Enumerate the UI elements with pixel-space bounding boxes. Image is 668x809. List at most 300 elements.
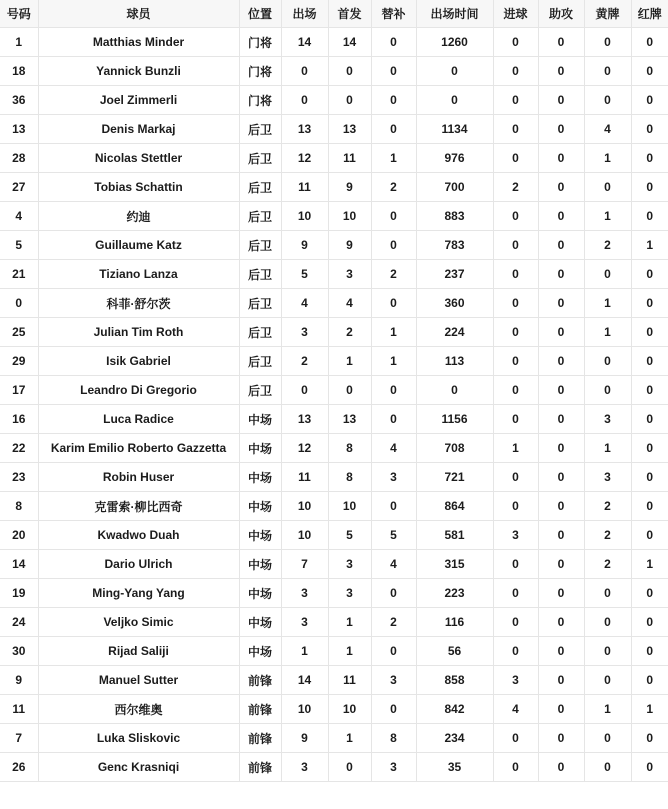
cell-substitute: 0 (371, 289, 416, 318)
cell-goals: 0 (493, 405, 538, 434)
cell-yellow-cards: 4 (584, 115, 631, 144)
table-row (0, 115, 668, 144)
cell-yellow-cards: 0 (584, 637, 631, 666)
cell-substitute: 0 (371, 376, 416, 405)
cell-yellow-cards: 2 (584, 231, 631, 260)
cell-player: Tobias Schattin (38, 173, 239, 202)
cell-player: Genc Krasniqi (38, 753, 239, 782)
cell-position: 前锋 (239, 753, 281, 782)
table-row (0, 724, 668, 753)
cell-starts: 0 (328, 57, 371, 86)
column-header-red-cards: 红牌 (631, 0, 668, 28)
cell-yellow-cards: 1 (584, 434, 631, 463)
cell-appearances: 2 (281, 347, 328, 376)
cell-assists: 0 (538, 173, 584, 202)
cell-player: Rijad Saliji (38, 637, 239, 666)
cell-position: 后卫 (239, 173, 281, 202)
cell-substitute: 8 (371, 724, 416, 753)
cell-starts: 0 (328, 86, 371, 115)
cell-assists: 0 (538, 231, 584, 260)
cell-red-cards: 0 (631, 28, 668, 57)
cell-goals: 1 (493, 434, 538, 463)
cell-red-cards: 0 (631, 608, 668, 637)
cell-minutes: 1156 (416, 405, 493, 434)
column-header-player: 球员 (38, 0, 239, 28)
cell-position: 后卫 (239, 318, 281, 347)
cell-assists: 0 (538, 695, 584, 724)
cell-yellow-cards: 3 (584, 405, 631, 434)
cell-number: 11 (0, 695, 38, 724)
cell-starts: 13 (328, 115, 371, 144)
table-row (0, 289, 668, 318)
cell-minutes: 700 (416, 173, 493, 202)
cell-red-cards: 0 (631, 492, 668, 521)
cell-starts: 3 (328, 260, 371, 289)
cell-minutes: 234 (416, 724, 493, 753)
cell-red-cards: 0 (631, 637, 668, 666)
table-body (0, 28, 668, 782)
cell-player: Matthias Minder (38, 28, 239, 57)
cell-number: 4 (0, 202, 38, 231)
cell-red-cards: 1 (631, 231, 668, 260)
cell-assists: 0 (538, 57, 584, 86)
cell-number: 13 (0, 115, 38, 144)
cell-number: 21 (0, 260, 38, 289)
column-header-substitute: 替补 (371, 0, 416, 28)
cell-player: 科菲·舒尔茨 (38, 289, 239, 318)
cell-starts: 14 (328, 28, 371, 57)
cell-assists: 0 (538, 724, 584, 753)
cell-red-cards: 0 (631, 115, 668, 144)
column-header-goals: 进球 (493, 0, 538, 28)
cell-appearances: 9 (281, 724, 328, 753)
cell-yellow-cards: 1 (584, 144, 631, 173)
cell-minutes: 581 (416, 521, 493, 550)
cell-assists: 0 (538, 550, 584, 579)
table-row (0, 492, 668, 521)
cell-minutes: 237 (416, 260, 493, 289)
cell-position: 中场 (239, 637, 281, 666)
cell-substitute: 0 (371, 202, 416, 231)
table-row (0, 666, 668, 695)
cell-appearances: 10 (281, 521, 328, 550)
table-row (0, 260, 668, 289)
cell-yellow-cards: 0 (584, 724, 631, 753)
cell-minutes: 1260 (416, 28, 493, 57)
cell-goals: 0 (493, 550, 538, 579)
header-row (0, 0, 668, 28)
cell-starts: 1 (328, 637, 371, 666)
cell-substitute: 2 (371, 173, 416, 202)
cell-appearances: 3 (281, 579, 328, 608)
cell-number: 0 (0, 289, 38, 318)
cell-starts: 13 (328, 405, 371, 434)
cell-goals: 0 (493, 202, 538, 231)
cell-yellow-cards: 2 (584, 550, 631, 579)
cell-red-cards: 0 (631, 318, 668, 347)
cell-substitute: 4 (371, 434, 416, 463)
table-row (0, 347, 668, 376)
cell-position: 门将 (239, 57, 281, 86)
cell-player: 西尔维奥 (38, 695, 239, 724)
cell-starts: 4 (328, 289, 371, 318)
cell-player: Dario Ulrich (38, 550, 239, 579)
cell-substitute: 1 (371, 347, 416, 376)
cell-player: Joel Zimmerli (38, 86, 239, 115)
cell-appearances: 0 (281, 57, 328, 86)
cell-position: 前锋 (239, 724, 281, 753)
cell-minutes: 0 (416, 86, 493, 115)
cell-goals: 0 (493, 115, 538, 144)
cell-player: Tiziano Lanza (38, 260, 239, 289)
column-header-number: 号码 (0, 0, 38, 28)
cell-starts: 10 (328, 695, 371, 724)
table-row (0, 753, 668, 782)
cell-starts: 9 (328, 173, 371, 202)
cell-appearances: 12 (281, 144, 328, 173)
table-row (0, 550, 668, 579)
cell-assists: 0 (538, 463, 584, 492)
cell-assists: 0 (538, 666, 584, 695)
cell-player: Veljko Simic (38, 608, 239, 637)
cell-substitute: 1 (371, 318, 416, 347)
cell-assists: 0 (538, 637, 584, 666)
cell-assists: 0 (538, 86, 584, 115)
cell-yellow-cards: 1 (584, 318, 631, 347)
cell-appearances: 0 (281, 86, 328, 115)
cell-substitute: 3 (371, 463, 416, 492)
cell-substitute: 0 (371, 231, 416, 260)
cell-starts: 1 (328, 724, 371, 753)
cell-goals: 0 (493, 463, 538, 492)
cell-minutes: 0 (416, 57, 493, 86)
column-header-appearances: 出场 (281, 0, 328, 28)
cell-red-cards: 0 (631, 376, 668, 405)
cell-minutes: 721 (416, 463, 493, 492)
cell-substitute: 3 (371, 753, 416, 782)
cell-red-cards: 0 (631, 579, 668, 608)
cell-position: 中场 (239, 550, 281, 579)
cell-red-cards: 0 (631, 463, 668, 492)
cell-red-cards: 0 (631, 521, 668, 550)
cell-number: 24 (0, 608, 38, 637)
cell-goals: 0 (493, 724, 538, 753)
cell-substitute: 0 (371, 492, 416, 521)
cell-player: 约迪 (38, 202, 239, 231)
table-row (0, 231, 668, 260)
cell-yellow-cards: 0 (584, 608, 631, 637)
cell-position: 后卫 (239, 260, 281, 289)
cell-number: 18 (0, 57, 38, 86)
cell-number: 20 (0, 521, 38, 550)
cell-player: Karim Emilio Roberto Gazzetta (38, 434, 239, 463)
cell-appearances: 13 (281, 115, 328, 144)
table-row (0, 434, 668, 463)
cell-assists: 0 (538, 492, 584, 521)
cell-player: Yannick Bunzli (38, 57, 239, 86)
cell-starts: 8 (328, 434, 371, 463)
column-header-starts: 首发 (328, 0, 371, 28)
cell-goals: 0 (493, 28, 538, 57)
cell-substitute: 0 (371, 579, 416, 608)
cell-player: Isik Gabriel (38, 347, 239, 376)
cell-minutes: 224 (416, 318, 493, 347)
cell-goals: 0 (493, 57, 538, 86)
cell-yellow-cards: 0 (584, 666, 631, 695)
cell-yellow-cards: 2 (584, 492, 631, 521)
cell-starts: 1 (328, 608, 371, 637)
cell-goals: 0 (493, 608, 538, 637)
cell-number: 26 (0, 753, 38, 782)
cell-number: 30 (0, 637, 38, 666)
cell-goals: 0 (493, 579, 538, 608)
cell-player: Leandro Di Gregorio (38, 376, 239, 405)
cell-yellow-cards: 0 (584, 28, 631, 57)
cell-minutes: 858 (416, 666, 493, 695)
cell-starts: 10 (328, 492, 371, 521)
cell-goals: 0 (493, 492, 538, 521)
cell-starts: 3 (328, 579, 371, 608)
cell-red-cards: 0 (631, 405, 668, 434)
table-row (0, 376, 668, 405)
cell-player: Guillaume Katz (38, 231, 239, 260)
cell-minutes: 976 (416, 144, 493, 173)
cell-goals: 3 (493, 666, 538, 695)
cell-yellow-cards: 1 (584, 289, 631, 318)
cell-position: 中场 (239, 521, 281, 550)
table-row (0, 579, 668, 608)
cell-starts: 10 (328, 202, 371, 231)
cell-assists: 0 (538, 376, 584, 405)
cell-position: 后卫 (239, 202, 281, 231)
cell-yellow-cards: 0 (584, 86, 631, 115)
cell-number: 16 (0, 405, 38, 434)
cell-goals: 0 (493, 347, 538, 376)
cell-goals: 0 (493, 86, 538, 115)
cell-appearances: 10 (281, 202, 328, 231)
table-row (0, 57, 668, 86)
table-row (0, 173, 668, 202)
cell-yellow-cards: 0 (584, 57, 631, 86)
cell-assists: 0 (538, 434, 584, 463)
cell-number: 36 (0, 86, 38, 115)
cell-goals: 0 (493, 231, 538, 260)
cell-starts: 9 (328, 231, 371, 260)
column-header-yellow-cards: 黄牌 (584, 0, 631, 28)
cell-assists: 0 (538, 144, 584, 173)
cell-substitute: 0 (371, 695, 416, 724)
cell-yellow-cards: 2 (584, 521, 631, 550)
cell-red-cards: 0 (631, 753, 668, 782)
cell-appearances: 3 (281, 318, 328, 347)
table-row (0, 463, 668, 492)
cell-assists: 0 (538, 753, 584, 782)
column-header-assists: 助攻 (538, 0, 584, 28)
cell-goals: 0 (493, 289, 538, 318)
cell-assists: 0 (538, 347, 584, 376)
cell-appearances: 0 (281, 376, 328, 405)
cell-minutes: 708 (416, 434, 493, 463)
cell-assists: 0 (538, 579, 584, 608)
cell-player: Ming-Yang Yang (38, 579, 239, 608)
cell-position: 后卫 (239, 115, 281, 144)
table-row (0, 405, 668, 434)
cell-number: 14 (0, 550, 38, 579)
cell-number: 29 (0, 347, 38, 376)
cell-position: 中场 (239, 492, 281, 521)
cell-position: 后卫 (239, 347, 281, 376)
cell-position: 中场 (239, 579, 281, 608)
cell-minutes: 116 (416, 608, 493, 637)
cell-position: 门将 (239, 86, 281, 115)
cell-position: 门将 (239, 28, 281, 57)
cell-position: 后卫 (239, 376, 281, 405)
cell-appearances: 11 (281, 173, 328, 202)
cell-substitute: 0 (371, 405, 416, 434)
cell-minutes: 360 (416, 289, 493, 318)
cell-red-cards: 0 (631, 173, 668, 202)
table-row (0, 318, 668, 347)
cell-appearances: 4 (281, 289, 328, 318)
cell-position: 前锋 (239, 666, 281, 695)
cell-number: 5 (0, 231, 38, 260)
cell-number: 9 (0, 666, 38, 695)
cell-yellow-cards: 0 (584, 753, 631, 782)
cell-starts: 5 (328, 521, 371, 550)
cell-substitute: 0 (371, 86, 416, 115)
cell-goals: 0 (493, 318, 538, 347)
cell-position: 中场 (239, 463, 281, 492)
cell-minutes: 315 (416, 550, 493, 579)
table-header (0, 0, 668, 28)
cell-substitute: 3 (371, 666, 416, 695)
cell-red-cards: 1 (631, 695, 668, 724)
table-row (0, 695, 668, 724)
cell-goals: 0 (493, 144, 538, 173)
cell-appearances: 10 (281, 695, 328, 724)
cell-player: Robin Huser (38, 463, 239, 492)
cell-appearances: 11 (281, 463, 328, 492)
cell-minutes: 223 (416, 579, 493, 608)
cell-assists: 0 (538, 405, 584, 434)
cell-yellow-cards: 1 (584, 202, 631, 231)
column-header-position: 位置 (239, 0, 281, 28)
cell-player: Denis Markaj (38, 115, 239, 144)
table-row (0, 202, 668, 231)
cell-number: 17 (0, 376, 38, 405)
cell-goals: 2 (493, 173, 538, 202)
cell-red-cards: 0 (631, 202, 668, 231)
cell-goals: 0 (493, 637, 538, 666)
cell-starts: 8 (328, 463, 371, 492)
cell-goals: 3 (493, 521, 538, 550)
cell-assists: 0 (538, 115, 584, 144)
cell-goals: 4 (493, 695, 538, 724)
cell-yellow-cards: 0 (584, 579, 631, 608)
cell-red-cards: 0 (631, 434, 668, 463)
cell-starts: 2 (328, 318, 371, 347)
cell-substitute: 0 (371, 115, 416, 144)
cell-position: 后卫 (239, 144, 281, 173)
cell-appearances: 14 (281, 28, 328, 57)
cell-goals: 0 (493, 376, 538, 405)
cell-starts: 11 (328, 666, 371, 695)
cell-position: 中场 (239, 405, 281, 434)
cell-appearances: 14 (281, 666, 328, 695)
cell-appearances: 10 (281, 492, 328, 521)
cell-substitute: 4 (371, 550, 416, 579)
cell-number: 22 (0, 434, 38, 463)
cell-number: 23 (0, 463, 38, 492)
table-row (0, 28, 668, 57)
table-row (0, 521, 668, 550)
cell-assists: 0 (538, 608, 584, 637)
cell-red-cards: 0 (631, 289, 668, 318)
cell-number: 27 (0, 173, 38, 202)
cell-yellow-cards: 3 (584, 463, 631, 492)
cell-player: Julian Tim Roth (38, 318, 239, 347)
cell-red-cards: 0 (631, 724, 668, 753)
cell-red-cards: 0 (631, 260, 668, 289)
cell-appearances: 3 (281, 608, 328, 637)
cell-minutes: 1134 (416, 115, 493, 144)
cell-assists: 0 (538, 260, 584, 289)
cell-yellow-cards: 0 (584, 260, 631, 289)
table-row (0, 637, 668, 666)
cell-position: 中场 (239, 608, 281, 637)
cell-minutes: 0 (416, 376, 493, 405)
cell-substitute: 5 (371, 521, 416, 550)
cell-minutes: 842 (416, 695, 493, 724)
cell-substitute: 0 (371, 57, 416, 86)
cell-player: Luka Sliskovic (38, 724, 239, 753)
cell-appearances: 7 (281, 550, 328, 579)
cell-appearances: 1 (281, 637, 328, 666)
cell-number: 19 (0, 579, 38, 608)
cell-position: 后卫 (239, 231, 281, 260)
table-row (0, 86, 668, 115)
cell-red-cards: 0 (631, 666, 668, 695)
cell-minutes: 783 (416, 231, 493, 260)
cell-position: 中场 (239, 434, 281, 463)
cell-starts: 0 (328, 376, 371, 405)
cell-yellow-cards: 0 (584, 173, 631, 202)
table-row (0, 144, 668, 173)
cell-minutes: 113 (416, 347, 493, 376)
cell-number: 7 (0, 724, 38, 753)
cell-player: Nicolas Stettler (38, 144, 239, 173)
cell-substitute: 1 (371, 144, 416, 173)
cell-goals: 0 (493, 260, 538, 289)
cell-substitute: 2 (371, 260, 416, 289)
cell-goals: 0 (493, 753, 538, 782)
cell-appearances: 3 (281, 753, 328, 782)
cell-player: Kwadwo Duah (38, 521, 239, 550)
cell-assists: 0 (538, 318, 584, 347)
cell-yellow-cards: 1 (584, 695, 631, 724)
cell-minutes: 35 (416, 753, 493, 782)
cell-player: Manuel Sutter (38, 666, 239, 695)
cell-minutes: 56 (416, 637, 493, 666)
cell-minutes: 883 (416, 202, 493, 231)
cell-appearances: 9 (281, 231, 328, 260)
cell-number: 28 (0, 144, 38, 173)
cell-number: 1 (0, 28, 38, 57)
cell-starts: 0 (328, 753, 371, 782)
cell-number: 8 (0, 492, 38, 521)
cell-position: 后卫 (239, 289, 281, 318)
cell-red-cards: 0 (631, 347, 668, 376)
